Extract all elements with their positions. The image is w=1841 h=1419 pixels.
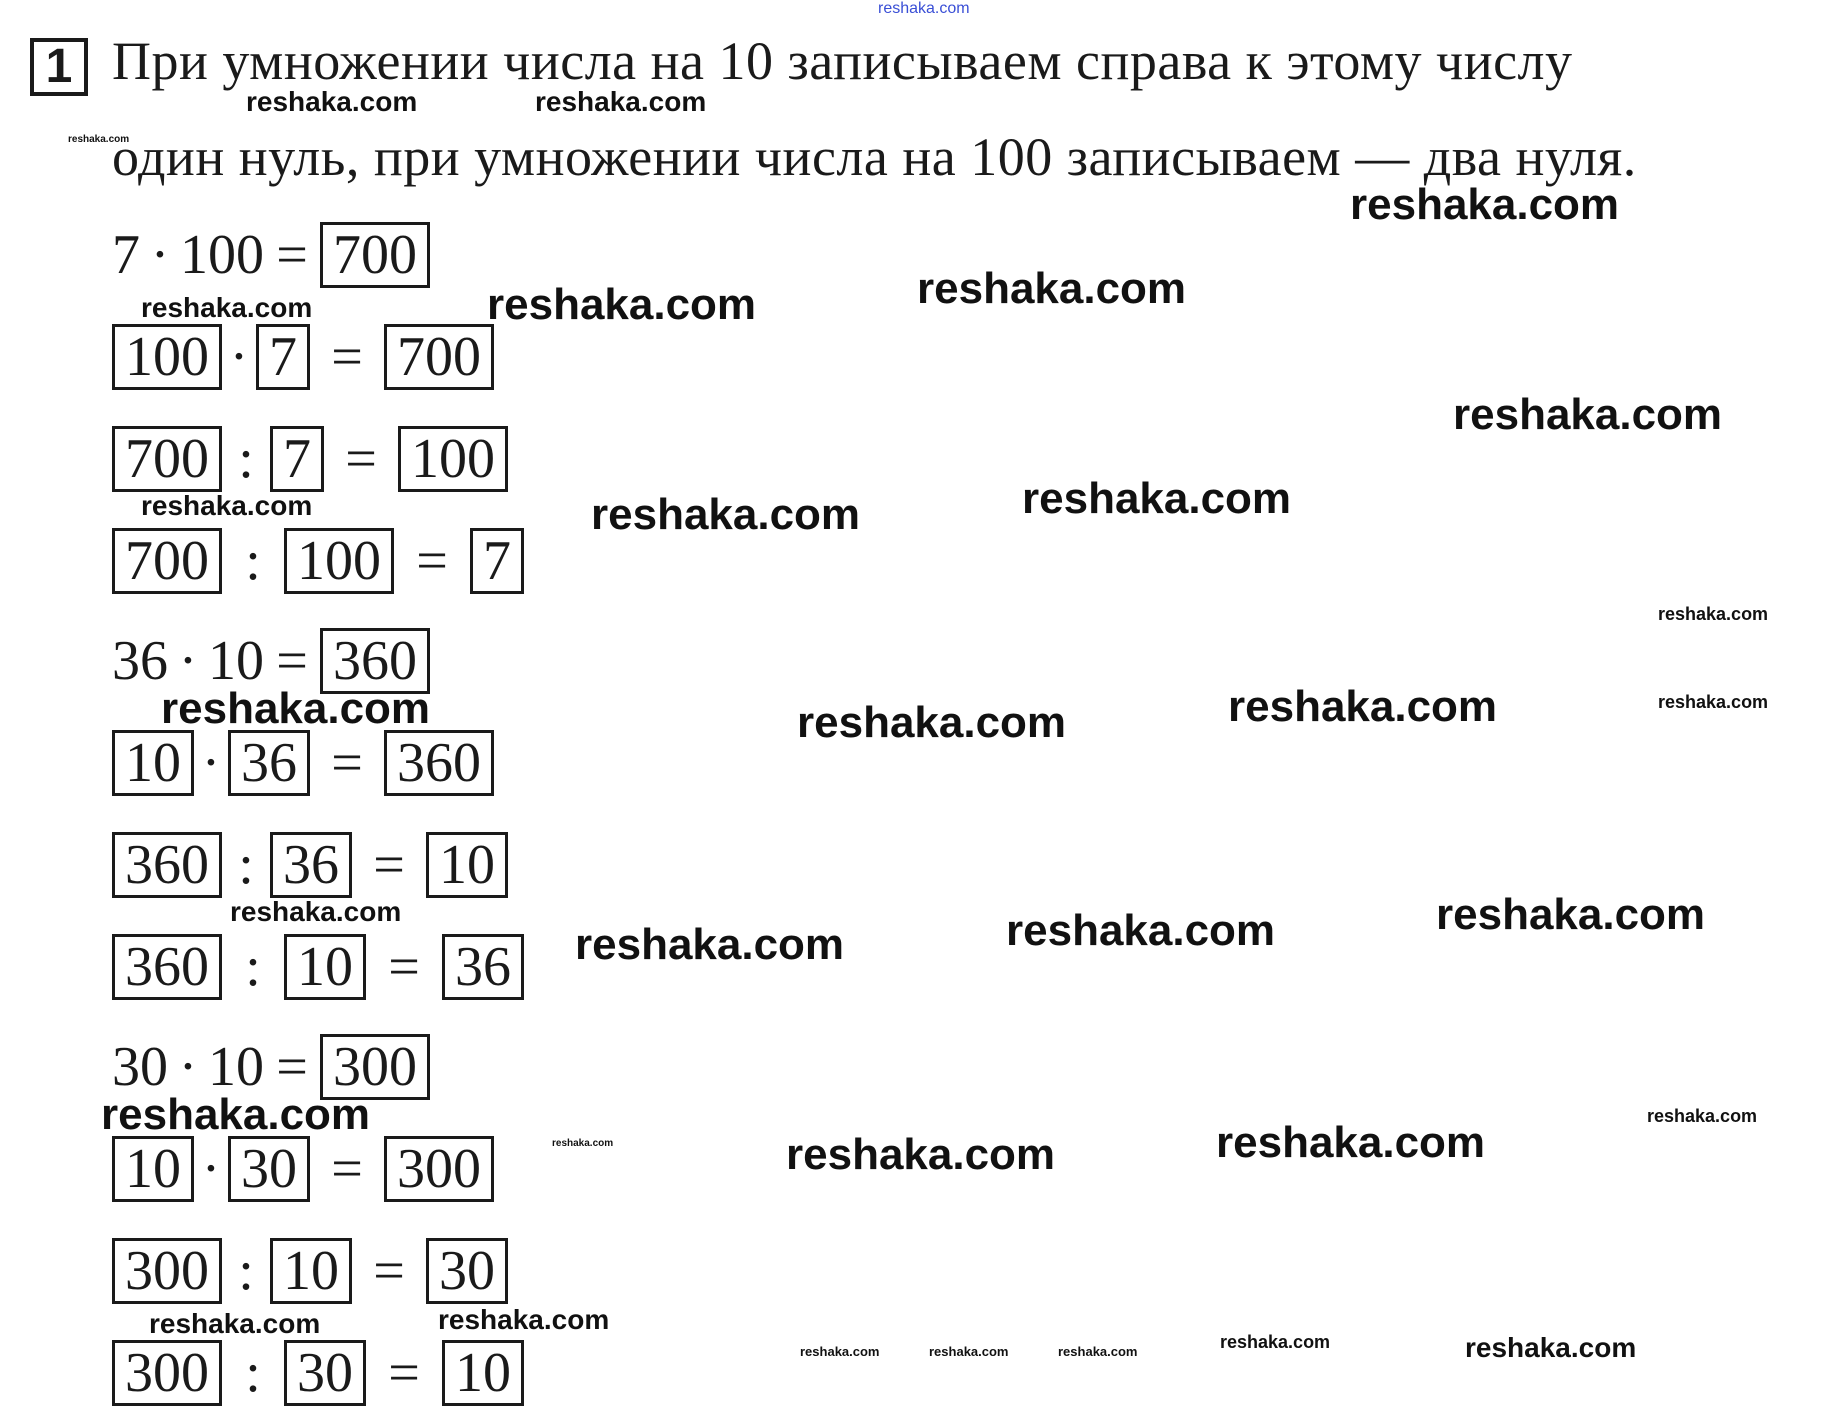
task-number: 1 (30, 38, 88, 96)
answer-box: 100 (284, 528, 394, 594)
answer-box: 7 (256, 324, 310, 390)
watermark: reshaka.com (141, 490, 313, 521)
answer-box: 700 (384, 324, 494, 390)
equation-row (112, 830, 508, 900)
answer-box: 7 (470, 528, 524, 594)
operand-a: 7 (112, 224, 140, 286)
equals-sign: = (331, 732, 363, 794)
equation-row (112, 526, 524, 596)
watermark: reshaka.com (1658, 692, 1769, 712)
task-text-line-2: один нуль, при умножении числа на 100 записываем — два нуля. (112, 127, 1637, 187)
answer-box: 7 (270, 426, 324, 492)
answer-box: 10 (426, 832, 508, 898)
answer-box: 700 (320, 222, 430, 288)
watermark: reshaka.com (878, 0, 970, 17)
operator: : (238, 428, 254, 490)
equals-sign: = (373, 834, 405, 896)
equation-row (112, 1338, 524, 1408)
watermark: reshaka.com (246, 86, 418, 117)
watermark: reshaka.com (68, 134, 130, 145)
answer-box: 360 (384, 730, 494, 796)
watermark: reshaka.com (141, 292, 313, 323)
watermark: reshaka.com (1436, 890, 1706, 939)
equation-row (112, 728, 494, 798)
watermark: reshaka.com (1350, 180, 1620, 229)
equals-sign: = (345, 428, 377, 490)
watermark: reshaka.com (786, 1130, 1056, 1179)
watermark: reshaka.com (800, 1344, 880, 1359)
task-text-line-1: При умножении числа на 10 записываем справа к этому числу (112, 31, 1573, 91)
operand-a: 30 (112, 1036, 168, 1098)
watermark: reshaka.com (438, 1304, 610, 1335)
equals-sign: = (373, 1240, 405, 1302)
operator: · (229, 326, 249, 388)
answer-box: 360 (112, 832, 222, 898)
operator: · (178, 1036, 198, 1098)
operator: : (245, 1342, 261, 1404)
answer-box: 10 (270, 1238, 352, 1304)
answer-box: 10 (284, 934, 366, 1000)
operator: · (201, 1138, 221, 1200)
equals-sign: = (276, 1036, 308, 1098)
equals-sign: = (331, 326, 363, 388)
watermark: reshaka.com (535, 86, 707, 117)
watermark: reshaka.com (1658, 604, 1769, 624)
watermark: reshaka.com (101, 1090, 371, 1139)
operator: : (245, 530, 261, 592)
answer-box: 36 (228, 730, 310, 796)
answer-box: 10 (112, 730, 194, 796)
watermark: reshaka.com (917, 264, 1187, 313)
answer-box: 10 (112, 1136, 194, 1202)
watermark: reshaka.com (591, 490, 861, 539)
operator: · (201, 732, 221, 794)
answer-box: 300 (112, 1340, 222, 1406)
watermark: reshaka.com (552, 1138, 614, 1149)
equation-row (112, 1236, 508, 1306)
answer-box: 100 (398, 426, 508, 492)
equals-sign: = (388, 936, 420, 998)
operand-b: 10 (208, 1036, 264, 1098)
equals-sign: = (416, 530, 448, 592)
watermark: reshaka.com (1228, 682, 1498, 731)
watermark: reshaka.com (1647, 1106, 1758, 1126)
answer-box: 10 (442, 1340, 524, 1406)
operator: : (238, 834, 254, 896)
watermark: reshaka.com (797, 698, 1067, 747)
watermark: reshaka.com (929, 1344, 1009, 1359)
answer-box: 30 (228, 1136, 310, 1202)
answer-box: 360 (320, 628, 430, 694)
watermark: reshaka.com (230, 896, 402, 927)
answer-box: 36 (442, 934, 524, 1000)
equation-main-1 (112, 220, 430, 290)
operator: : (245, 936, 261, 998)
equals-sign: = (276, 224, 308, 286)
answer-box: 300 (384, 1136, 494, 1202)
equals-sign: = (331, 1138, 363, 1200)
equation-row (112, 932, 524, 1002)
equals-sign: = (388, 1342, 420, 1404)
equals-sign: = (276, 630, 308, 692)
operator: · (178, 630, 198, 692)
answer-box: 360 (112, 934, 222, 1000)
watermark: reshaka.com (1022, 474, 1292, 523)
operand-b: 10 (208, 630, 264, 692)
equation-row (112, 424, 508, 494)
answer-box: 300 (320, 1034, 430, 1100)
watermark: reshaka.com (1216, 1118, 1486, 1167)
operand-b: 100 (180, 224, 264, 286)
watermark: reshaka.com (575, 920, 845, 969)
watermark: reshaka.com (1220, 1332, 1331, 1352)
operator: · (150, 224, 170, 286)
watermark: reshaka.com (161, 684, 431, 733)
answer-box: 30 (284, 1340, 366, 1406)
answer-box: 100 (112, 324, 222, 390)
answer-box: 700 (112, 528, 222, 594)
operator: : (238, 1240, 254, 1302)
watermark: reshaka.com (1453, 390, 1723, 439)
watermark: reshaka.com (149, 1308, 321, 1339)
equation-row (112, 322, 494, 392)
equation-row (112, 1134, 494, 1204)
operand-a: 36 (112, 630, 168, 692)
watermark: reshaka.com (1006, 906, 1276, 955)
watermark: reshaka.com (1465, 1332, 1637, 1363)
answer-box: 700 (112, 426, 222, 492)
watermark: reshaka.com (1058, 1344, 1138, 1359)
watermark: reshaka.com (487, 280, 757, 329)
answer-box: 30 (426, 1238, 508, 1304)
answer-box: 36 (270, 832, 352, 898)
answer-box: 300 (112, 1238, 222, 1304)
